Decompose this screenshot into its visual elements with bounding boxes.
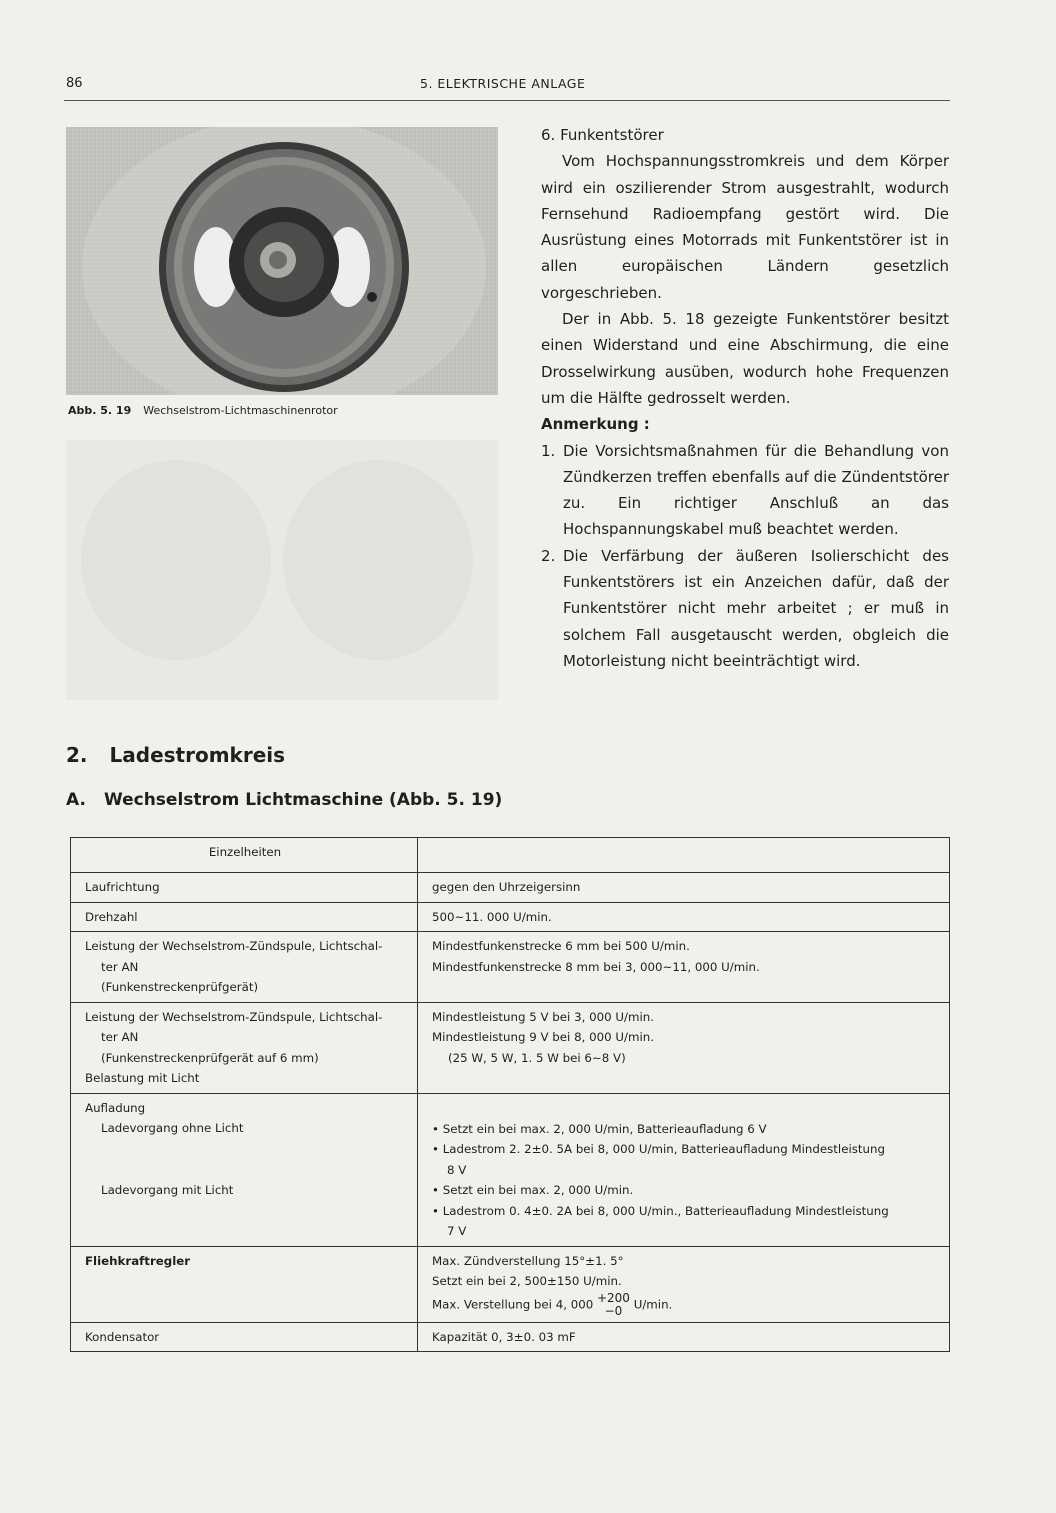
row-label	[71, 873, 418, 903]
paragraph-2: Der in Abb. 5. 18 gezeigte Funkentstörer besitzt einen Widerstand und eine Abschirmung, die eine Drosselwirkung ausüben, wodurch hohe Frequenzen um die Hälfte gedrosselt werden.	[541, 310, 949, 407]
tolerance-fraction	[597, 1292, 630, 1318]
value-line: (25 W, 5 W, 1. 5 W bei 6~8 V)	[448, 1050, 626, 1065]
subsection-letter: A.	[66, 790, 86, 810]
label-line: Ladevorgang mit Licht	[101, 1182, 234, 1197]
label-line: (Funkenstreckenprüfgerät auf 6 mm)	[101, 1050, 319, 1065]
section-2-heading	[66, 743, 285, 767]
value-line	[432, 1292, 937, 1318]
table-header-cell: Einzelheiten	[71, 838, 418, 873]
row-value	[418, 932, 950, 1003]
section-a-heading	[66, 790, 502, 810]
value-bullet: • Ladestrom 0. 4±0. 2A bei 8, 000 U/min., Batterieaufladung Mindestleistung	[432, 1201, 937, 1222]
note-item	[541, 543, 949, 674]
figure-caption	[68, 404, 338, 417]
tolerance-upper: +200	[596, 1290, 630, 1305]
table-header-row	[71, 838, 950, 873]
value-text: Max. Verstellung bei 4, 000	[432, 1297, 594, 1311]
section-title: Ladestromkreis	[109, 743, 286, 767]
value-unit: U/min.	[633, 1297, 673, 1311]
value-bullet: • Ladestrom 2. 2±0. 5A bei 8, 000 U/min, Batterieaufladung Mindestleistung	[432, 1139, 937, 1160]
spacer	[85, 1200, 405, 1221]
row-label	[71, 1322, 418, 1352]
value-line: Mindestleistung 9 V bei 8, 000 U/min.	[432, 1030, 654, 1044]
label-line: Leistung der Wechselstrom-Zündspule, Lichtschal-	[85, 939, 383, 953]
row-value	[418, 1002, 950, 1093]
rotor-photo	[66, 127, 498, 395]
table-row	[71, 1002, 950, 1093]
table-row	[71, 1322, 950, 1352]
note-number: 2.	[541, 546, 556, 565]
value-line: 8 V	[447, 1162, 467, 1177]
row-value	[418, 902, 950, 932]
subsection-title: Wechselstrom Lichtmaschine (Abb. 5. 19)	[103, 790, 503, 810]
table-row	[71, 873, 950, 903]
bleed-through-image	[66, 440, 498, 700]
label-line: Fliehkraftregler	[85, 1253, 191, 1268]
running-title: 5. ELEKTRISCHE ANLAGE	[420, 76, 586, 91]
label-line: Leistung der Wechselstrom-Zündspule, Lichtschal-	[85, 1009, 383, 1024]
table-row	[71, 1093, 950, 1246]
row-value	[418, 1322, 950, 1352]
header-rule	[64, 100, 950, 101]
table-row	[71, 902, 950, 932]
note-number: 1.	[541, 441, 556, 460]
value-line: 7 V	[447, 1224, 467, 1238]
right-column-text	[541, 122, 949, 674]
specification-table	[70, 837, 950, 1352]
row-label	[71, 1002, 418, 1093]
value-line: Mindestfunkenstrecke 8 mm bei 3, 000~11, 000 U/min.	[432, 959, 760, 974]
spacer	[432, 1098, 937, 1119]
label-line: Drehzahl	[85, 909, 138, 924]
paragraph-1: Vom Hochspannungsstromkreis und dem Körper wird ein oszilierender Strom ausgestrahlt, wodurch Fernsehund Radioempfang gestört wird. Die Ausrüstung eines Motorrads mit Funkentstörer ist in allen europäischen Ländern gesetzlich vorgeschrieben.	[541, 152, 949, 302]
tolerance-lower: −0	[604, 1303, 623, 1318]
value-line: Setzt ein bei 2, 500±150 U/min.	[432, 1274, 622, 1288]
label-line: Belastung mit Licht	[85, 1071, 200, 1085]
row-label	[71, 932, 418, 1003]
row-label	[71, 902, 418, 932]
row-label	[71, 1246, 418, 1322]
note-text: Die Verfärbung der äußeren Isolierschicht des Funkentstörers ist ein Anzeichen dafür, daß der Funkentstörer nicht mehr arbeitet ; er muß in solchem Fall ausgetauscht werden, obgleich die Motorleistung nicht beeinträchtigt wird.	[563, 546, 949, 670]
section-heading-funkentstoerer: 6. Funkentstörer	[541, 126, 664, 144]
label-line: Ladevorgang ohne Licht	[101, 1121, 244, 1135]
value-bullet: • Setzt ein bei max. 2, 000 U/min.	[432, 1180, 937, 1201]
section-number: 2.	[66, 743, 88, 767]
value-line: Max. Zündverstellung 15°±1. 5°	[432, 1253, 624, 1268]
label-line: Laufrichtung	[85, 880, 160, 894]
table-header-cell-empty	[418, 838, 950, 873]
label-line: (Funkenstreckenprüfgerät)	[101, 980, 259, 994]
page-number: 86	[66, 76, 83, 91]
row-value	[418, 873, 950, 903]
figure-caption-text: Wechselstrom-Lichtmaschinenrotor	[143, 404, 338, 417]
value-line: Mindestleistung 5 V bei 3, 000 U/min.	[432, 1009, 654, 1024]
table-row	[71, 932, 950, 1003]
note-text: Die Vorsichtsmaßnahmen für die Behandlung von Zündkerzen treffen ebenfalls auf die Zündentstörer zu. Ein richtiger Anschluß an das Hochspannungskabel muß beachtet werden.	[563, 441, 949, 539]
value-line: Kapazität 0, 3±0. 03 mF	[432, 1329, 576, 1344]
value-line: Mindestfunkenstrecke 6 mm bei 500 U/min.	[432, 939, 690, 953]
value-bullet: • Setzt ein bei max. 2, 000 U/min, Batterieaufladung 6 V	[432, 1119, 937, 1140]
label-line: Aufladung	[85, 1100, 146, 1115]
value-line: 500~11. 000 U/min.	[432, 909, 552, 924]
row-value	[418, 1093, 950, 1246]
spacer	[85, 1139, 405, 1180]
table-row	[71, 1246, 950, 1322]
label-line: ter AN	[101, 1030, 139, 1044]
value-line: gegen den Uhrzeigersinn	[432, 880, 581, 894]
figure-label: Abb. 5. 19	[68, 404, 132, 417]
label-line: Kondensator	[85, 1329, 160, 1344]
row-value	[418, 1246, 950, 1322]
row-label	[71, 1093, 418, 1246]
note-heading: Anmerkung :	[541, 415, 650, 434]
label-line: ter AN	[101, 959, 139, 974]
note-item	[541, 438, 949, 543]
